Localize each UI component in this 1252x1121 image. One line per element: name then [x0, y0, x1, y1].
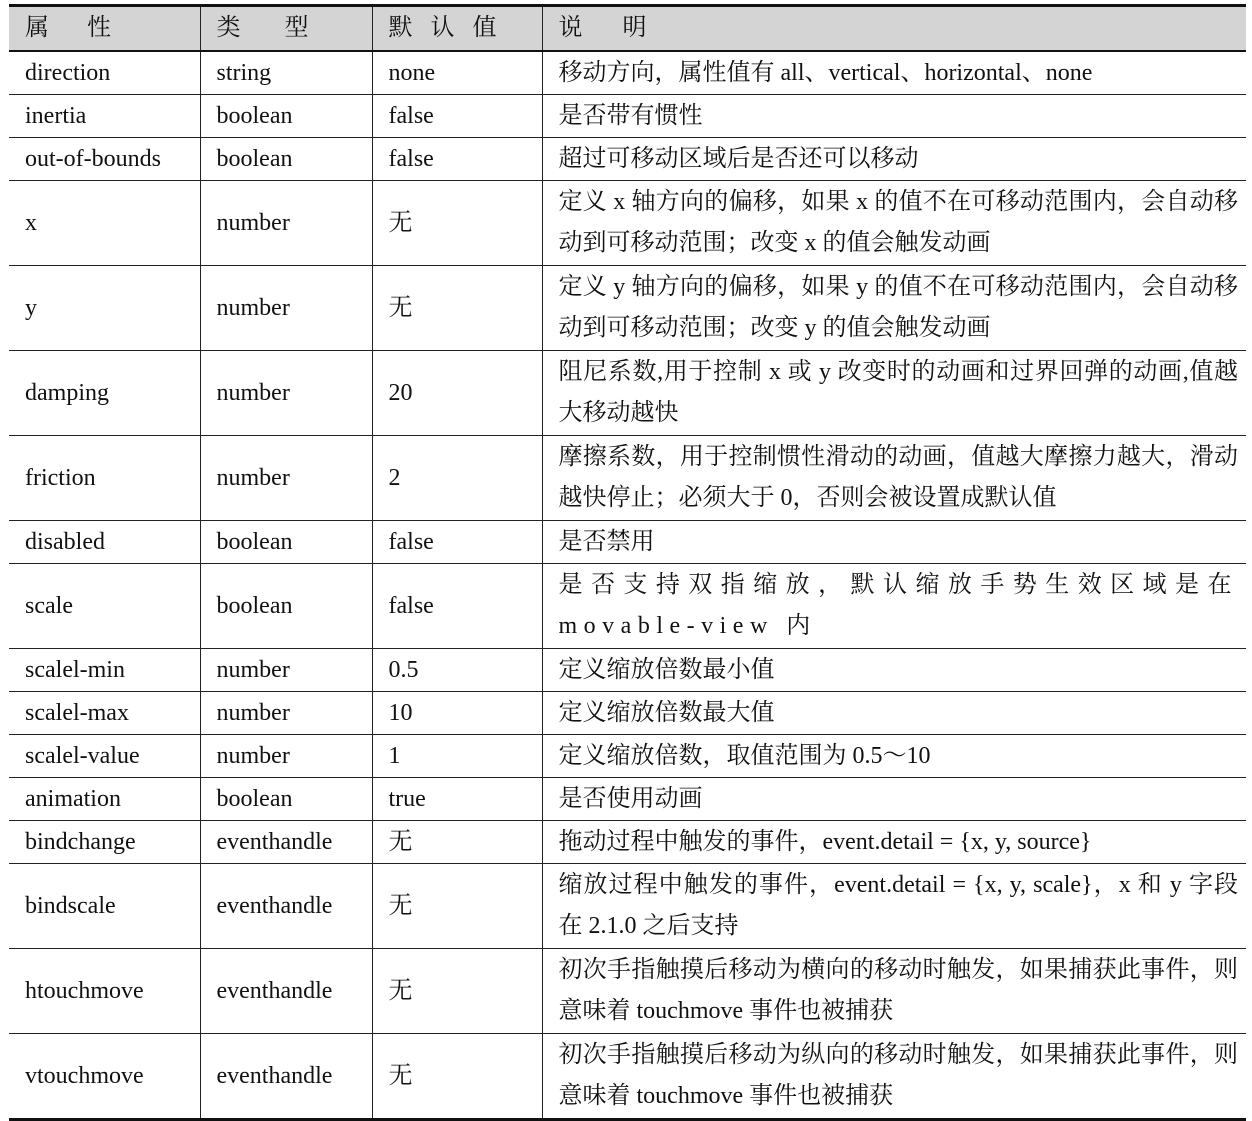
cell-property: animation — [9, 778, 200, 821]
cell-default: 2 — [372, 436, 542, 521]
header-type: 类型 — [200, 6, 372, 52]
cell-type: number — [200, 692, 372, 735]
cell-default: 无 — [372, 949, 542, 1034]
cell-default: 无 — [372, 821, 542, 864]
table-row — [9, 138, 1246, 181]
table-row — [9, 564, 1246, 649]
cell-description: 定义 y 轴方向的偏移，如果 y 的值不在可移动范围内，会自动移动到可移动范围；改变 y 的值会触发动画 — [542, 266, 1246, 351]
cell-property: bindchange — [9, 821, 200, 864]
cell-description: 拖动过程中触发的事件，event.detail = {x, y, source} — [542, 821, 1246, 864]
cell-default: 10 — [372, 692, 542, 735]
cell-type: boolean — [200, 564, 372, 649]
cell-description: 阻尼系数,用于控制 x 或 y 改变时的动画和过界回弹的动画,值越大移动越快 — [542, 351, 1246, 436]
cell-property: disabled — [9, 521, 200, 564]
table-header — [9, 6, 1246, 52]
cell-type: boolean — [200, 95, 372, 138]
cell-description: 定义 x 轴方向的偏移，如果 x 的值不在可移动范围内，会自动移动到可移动范围；改变 x 的值会触发动画 — [542, 181, 1246, 266]
table-row — [9, 266, 1246, 351]
cell-type: number — [200, 436, 372, 521]
cell-default: 无 — [372, 1034, 542, 1120]
cell-property: x — [9, 181, 200, 266]
cell-description: 定义缩放倍数最小值 — [542, 649, 1246, 692]
cell-type: number — [200, 649, 372, 692]
cell-type: eventhandle — [200, 949, 372, 1034]
cell-description: 是否禁用 — [542, 521, 1246, 564]
property-table-container — [9, 4, 1246, 1121]
cell-type: eventhandle — [200, 864, 372, 949]
cell-property: y — [9, 266, 200, 351]
table-row — [9, 51, 1246, 95]
table-row — [9, 692, 1246, 735]
cell-property: scalel-value — [9, 735, 200, 778]
table-row — [9, 864, 1246, 949]
table-row — [9, 1034, 1246, 1120]
table-row — [9, 649, 1246, 692]
cell-description: 初次手指触摸后移动为纵向的移动时触发，如果捕获此事件，则意味着 touchmove 事件也被捕获 — [542, 1034, 1246, 1120]
cell-type: eventhandle — [200, 821, 372, 864]
cell-property: htouchmove — [9, 949, 200, 1034]
cell-property: scalel-min — [9, 649, 200, 692]
cell-default: true — [372, 778, 542, 821]
cell-description: 缩放过程中触发的事件，event.detail = {x, y, scale}，x 和 y 字段在 2.1.0 之后支持 — [542, 864, 1246, 949]
table-row — [9, 95, 1246, 138]
table-row — [9, 181, 1246, 266]
cell-default: false — [372, 521, 542, 564]
cell-default: false — [372, 138, 542, 181]
cell-default: 0.5 — [372, 649, 542, 692]
cell-property: vtouchmove — [9, 1034, 200, 1120]
table-row — [9, 521, 1246, 564]
cell-description: 是否使用动画 — [542, 778, 1246, 821]
cell-property: out-of-bounds — [9, 138, 200, 181]
cell-description: 定义缩放倍数最大值 — [542, 692, 1246, 735]
cell-description: 超过可移动区域后是否还可以移动 — [542, 138, 1246, 181]
cell-property: scalel-max — [9, 692, 200, 735]
cell-default: 无 — [372, 266, 542, 351]
cell-description: 初次手指触摸后移动为横向的移动时触发，如果捕获此事件，则意味着 touchmove 事件也被捕获 — [542, 949, 1246, 1034]
cell-type: number — [200, 735, 372, 778]
cell-type: boolean — [200, 778, 372, 821]
table-row — [9, 821, 1246, 864]
property-table — [9, 4, 1246, 1121]
cell-property: direction — [9, 51, 200, 95]
cell-property: scale — [9, 564, 200, 649]
cell-description: 摩擦系数，用于控制惯性滑动的动画，值越大摩擦力越大，滑动越快停止；必须大于 0，否则会被设置成默认值 — [542, 436, 1246, 521]
table-body — [9, 51, 1246, 1120]
cell-property: friction — [9, 436, 200, 521]
cell-type: number — [200, 351, 372, 436]
cell-description: 是否支持双指缩放，默认缩放手势生效区域是在 movable-view 内 — [542, 564, 1246, 649]
table-row — [9, 949, 1246, 1034]
cell-property: damping — [9, 351, 200, 436]
cell-type: eventhandle — [200, 1034, 372, 1120]
table-row — [9, 351, 1246, 436]
header-default: 默认值 — [372, 6, 542, 52]
cell-default: false — [372, 95, 542, 138]
cell-description: 移动方向，属性值有 all、vertical、horizontal、none — [542, 51, 1246, 95]
cell-default: 1 — [372, 735, 542, 778]
cell-type: number — [200, 266, 372, 351]
cell-type: boolean — [200, 138, 372, 181]
table-row — [9, 778, 1246, 821]
cell-type: string — [200, 51, 372, 95]
table-row — [9, 436, 1246, 521]
cell-description: 定义缩放倍数，取值范围为 0.5～10 — [542, 735, 1246, 778]
cell-default: 无 — [372, 181, 542, 266]
cell-default: none — [372, 51, 542, 95]
table-row — [9, 735, 1246, 778]
cell-property: bindscale — [9, 864, 200, 949]
cell-type: boolean — [200, 521, 372, 564]
header-row — [9, 6, 1246, 52]
cell-property: inertia — [9, 95, 200, 138]
header-description: 说明 — [542, 6, 1246, 52]
cell-default: false — [372, 564, 542, 649]
cell-description: 是否带有惯性 — [542, 95, 1246, 138]
cell-default: 20 — [372, 351, 542, 436]
cell-default: 无 — [372, 864, 542, 949]
header-property: 属性 — [9, 6, 200, 52]
cell-type: number — [200, 181, 372, 266]
